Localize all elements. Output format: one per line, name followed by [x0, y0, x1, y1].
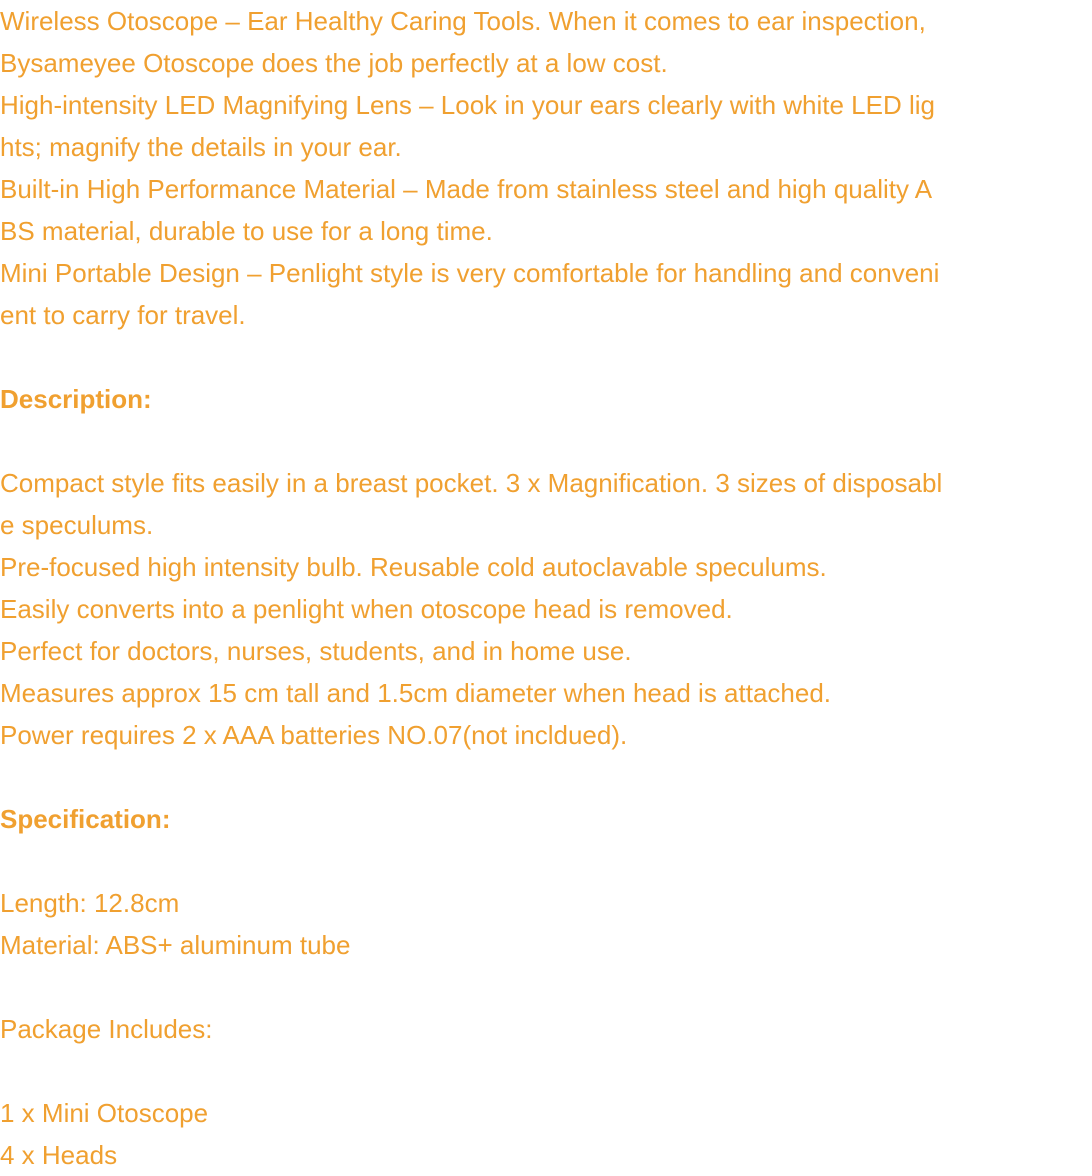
- feature-line: hts; magnify the details in your ear.: [0, 132, 402, 162]
- feature-line: Built-in High Performance Material – Made from stainless steel and high quality A: [0, 174, 933, 204]
- spacer: [0, 336, 1092, 378]
- description-line: e speculums.: [0, 510, 154, 540]
- spacer: [0, 420, 1092, 462]
- description-line: Pre-focused high intensity bulb. Reusable cold autoclavable speculums.: [0, 552, 827, 582]
- spacer: [0, 756, 1092, 798]
- package-heading: Package Includes:: [0, 1014, 213, 1044]
- feature-line: BS material, durable to use for a long time.: [0, 216, 493, 246]
- package-item: 1 x Mini Otoscope: [0, 1098, 209, 1128]
- feature-line: Bysameyee Otoscope does the job perfectly at a low cost.: [0, 48, 668, 78]
- description-line: Power requires 2 x AAA batteries NO.07(not incldued).: [0, 720, 628, 750]
- spacer: [0, 966, 1092, 1008]
- package-item: 4 x Heads: [0, 1140, 118, 1170]
- spacer: [0, 840, 1092, 882]
- specification-line: Material: ABS+ aluminum tube: [0, 930, 351, 960]
- feature-line: Mini Portable Design – Penlight style is very comfortable for handling and conveni: [0, 258, 940, 288]
- specification-line: Length: 12.8cm: [0, 888, 180, 918]
- description-line: Easily converts into a penlight when otoscope head is removed.: [0, 594, 733, 624]
- feature-line: High-intensity LED Magnifying Lens – Look in your ears clearly with white LED lig: [0, 90, 935, 120]
- description-heading: Description:: [0, 384, 152, 414]
- feature-line: ent to carry for travel.: [0, 300, 246, 330]
- specification-heading: Specification:: [0, 804, 171, 834]
- description-line: Compact style fits easily in a breast pocket. 3 x Magnification. 3 sizes of disposabl: [0, 468, 943, 498]
- description-line: Perfect for doctors, nurses, students, and in home use.: [0, 636, 632, 666]
- description-line: Measures approx 15 cm tall and 1.5cm diameter when head is attached.: [0, 678, 832, 708]
- feature-line: Wireless Otoscope – Ear Healthy Caring Tools. When it comes to ear inspection,: [0, 6, 926, 36]
- spacer: [0, 1050, 1092, 1092]
